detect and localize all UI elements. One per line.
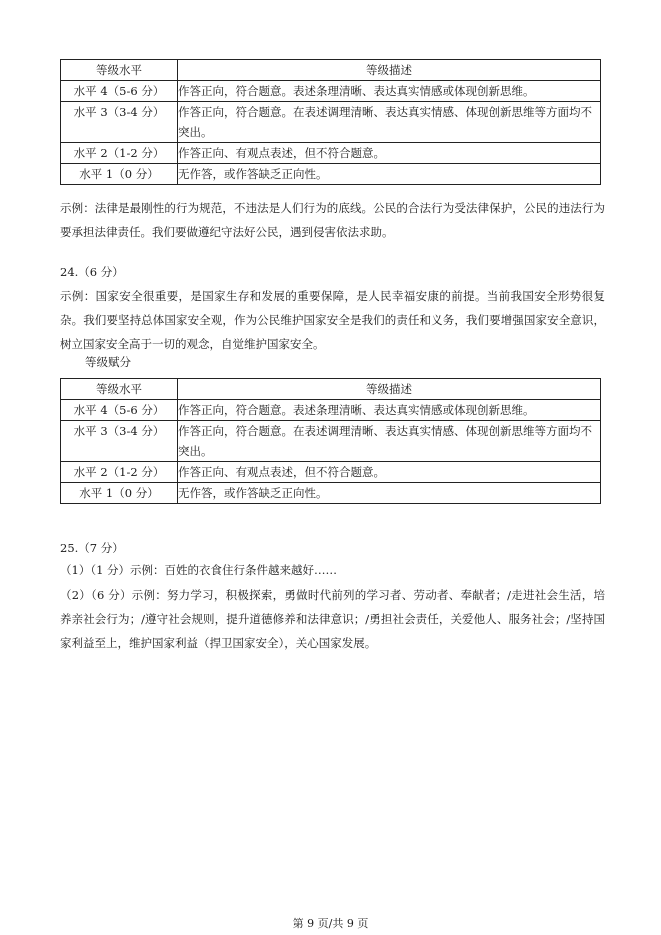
level-cell: 水平 1（0 分）	[61, 164, 178, 185]
table-row	[61, 462, 601, 483]
example-23-text: 示例：法律是最刚性的行为规范，不违法是人们行为的底线。公民的合法行为受法律保护，公民的违法行为要承担法律责任。我们要做遵纪守法好公民，遇到侵害依法求助。	[60, 201, 605, 239]
level-cell: 水平 3（3-4 分）	[61, 421, 178, 462]
level-cell: 水平 1（0 分）	[61, 483, 178, 504]
description-cell: 作答正向，符合题意。表述条理清晰、表达真实情感或体现创新思维。	[178, 400, 601, 421]
table-row	[61, 421, 601, 462]
description-cell: 无作答，或作答缺乏正向性。	[178, 483, 601, 504]
table-header-row	[61, 60, 601, 81]
table-row	[61, 81, 601, 102]
table-row	[61, 164, 601, 185]
table-row	[61, 143, 601, 164]
description-cell: 作答正向，符合题意。表述条理清晰、表达真实情感或体现创新思维。	[178, 81, 601, 102]
question-25-part-2: （2）（6 分）示例：努力学习，积极探索，勇做时代前列的学习者、劳动者、奉献者；/走进社会生活，培养亲社会行为；/遵守社会规则，提升道德修养和法律意识；/勇担社会责任，关爱他人、服务社会；/坚持国家利益至上，维护国家利益（捍卫国家安全），关心国家发展。	[60, 588, 605, 650]
grading-table-2	[60, 378, 601, 504]
description-cell: 无作答，或作答缺乏正向性。	[178, 164, 601, 185]
grading-label: 等级赋分	[85, 355, 131, 369]
table-row	[61, 400, 601, 421]
level-cell: 水平 4（5-6 分）	[61, 400, 178, 421]
question-25-title: 25.（7 分）	[60, 541, 124, 555]
grading-table-1	[60, 59, 601, 185]
level-cell: 水平 2（1-2 分）	[61, 462, 178, 483]
table-header-row	[61, 379, 601, 400]
description-cell: 作答正向，符合题意。在表述调理清晰、表达真实情感、体现创新思维等方面均不突出。	[178, 102, 601, 143]
header-level: 等级水平	[61, 379, 178, 400]
description-cell: 作答正向，符合题意。在表述调理清晰、表达真实情感、体现创新思维等方面均不突出。	[178, 421, 601, 462]
table-row	[61, 483, 601, 504]
header-description: 等级描述	[178, 379, 601, 400]
example-24-text: 示例：国家安全很重要，是国家生存和发展的重要保障，是人民幸福安康的前提。当前我国安全形势很复杂。我们要坚持总体国家安全观，作为公民维护国家安全是我们的责任和义务，我们要增强国家安全意识，树立国家安全高于一切的观念，自觉维护国家安全。	[60, 289, 605, 351]
question-25-part-1: （1）（1 分）示例：百姓的衣食住行条件越来越好……	[60, 563, 338, 577]
question-24-title: 24.（6 分）	[60, 265, 124, 279]
level-cell: 水平 2（1-2 分）	[61, 143, 178, 164]
header-level: 等级水平	[61, 60, 178, 81]
header-description: 等级描述	[178, 60, 601, 81]
description-cell: 作答正向、有观点表述，但不符合题意。	[178, 143, 601, 164]
page-footer: 第 9 页/共 9 页	[292, 917, 369, 930]
level-cell: 水平 4（5-6 分）	[61, 81, 178, 102]
level-cell: 水平 3（3-4 分）	[61, 102, 178, 143]
description-cell: 作答正向、有观点表述，但不符合题意。	[178, 462, 601, 483]
table-row	[61, 102, 601, 143]
